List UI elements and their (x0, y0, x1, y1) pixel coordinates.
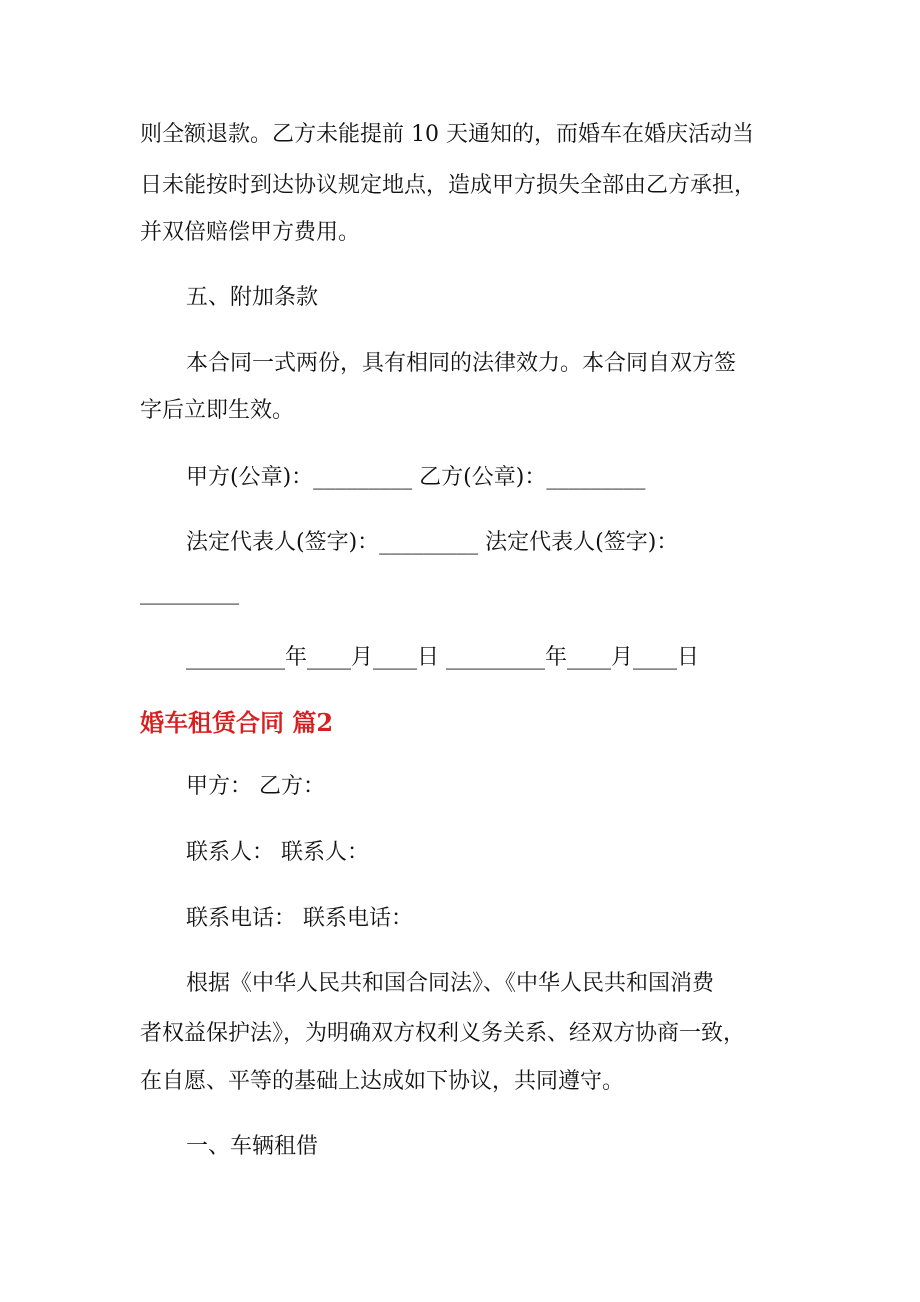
refund-paragraph-line-3: 并双倍赔偿甲方费用。 (140, 220, 361, 245)
clause-5-title: 五、附加条款 (186, 285, 319, 310)
refund-paragraph-line-1: 则全额退款。乙方未能提前 10 天通知的，而婚车在婚庆活动当 (140, 122, 754, 147)
intro-paragraph-line-1: 根据《中华人民共和国合同法》、《中华人民共和国消费 (186, 971, 715, 996)
intro-paragraph-line-3: 在自愿、平等的基础上达成如下协议，共同遵守。 (140, 1069, 625, 1094)
phones-line: 联系电话： 联系电话： (186, 906, 413, 931)
seal-signature-line: 甲方(公章)：_________ 乙方(公章)：_________ (186, 465, 646, 490)
clause-5-body-line-1: 本合同一式两份，具有相同的法律效力。本合同自双方签 (186, 351, 737, 376)
representative-signature-line-1: 法定代表人(签字)：_________ 法定代表人(签字)： (186, 530, 679, 555)
section-2-title: 婚车租赁合同 篇2 (140, 708, 334, 737)
refund-paragraph-line-2: 日未能按时到达协议规定地点，造成甲方损失全部由乙方承担， (140, 173, 757, 198)
intro-paragraph-line-2: 者权益保护法》，为明确双方权利义务关系、经双方协商一致， (140, 1021, 746, 1046)
clause-1-title: 一、车辆租借 (186, 1134, 319, 1159)
clause-5-body-line-2: 字后立即生效。 (140, 398, 295, 423)
representative-signature-line-2: _________ (140, 580, 239, 605)
date-line: _________年____月____日 _________年____月____日 (186, 645, 699, 670)
contacts-line: 联系人： 联系人： (186, 840, 369, 865)
parties-line: 甲方： 乙方： (186, 774, 325, 799)
